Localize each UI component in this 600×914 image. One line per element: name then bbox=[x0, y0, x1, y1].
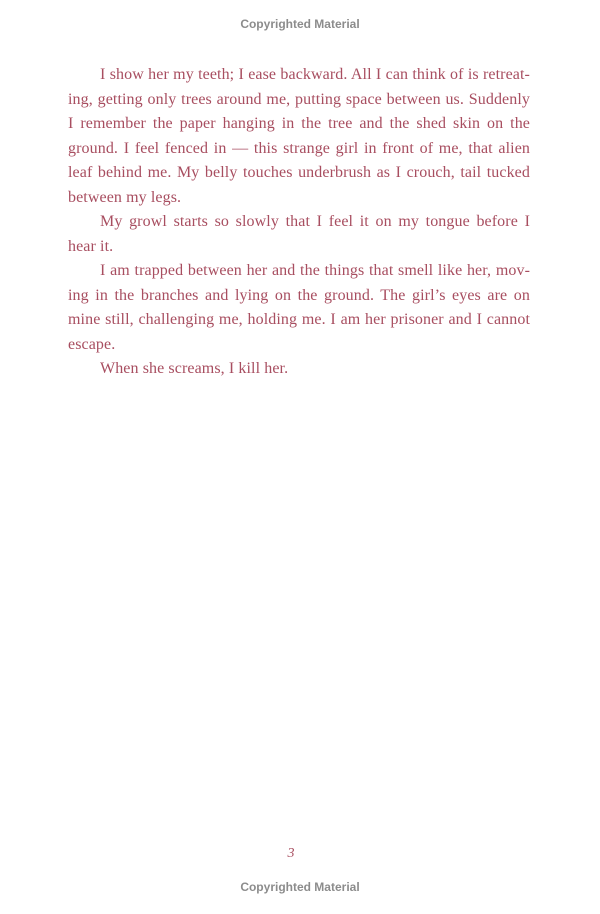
text-line: mine still, challenging me, holding me. I am her prisoner and I cannot bbox=[68, 311, 530, 328]
text-line: escape. bbox=[68, 335, 116, 353]
text-line: ing, getting only trees around me, putting space between us. Suddenly bbox=[68, 90, 530, 108]
text-line: When she screams, I kill her. bbox=[100, 360, 289, 377]
page-number: 3 bbox=[287, 846, 295, 861]
text-line: My growl starts so slowly that I feel it on my tongue before I bbox=[100, 213, 530, 230]
text-line: I am trapped between her and the things that smell like her, mov- bbox=[100, 262, 530, 279]
copyright-notice-top: Copyrighted Material bbox=[240, 17, 360, 31]
text-line: I remember the paper hanging in the tree and the shed skin on the bbox=[68, 115, 530, 132]
text-line: ing in the branches and lying on the ground. The girl’s eyes are on bbox=[68, 286, 530, 304]
text-line: hear it. bbox=[68, 237, 114, 255]
copyright-notice-bottom: Copyrighted Material bbox=[240, 880, 360, 894]
text-line: leaf behind me. My belly touches underbrush as I crouch, tail tucked bbox=[68, 164, 530, 181]
text-line: between my legs. bbox=[68, 188, 182, 206]
text-line: I show her my teeth; I ease backward. All I can think of is retreat- bbox=[100, 66, 530, 83]
page-body-text bbox=[68, 63, 530, 382]
text-line: ground. I feel fenced in — this strange girl in front of me, that alien bbox=[68, 139, 530, 157]
